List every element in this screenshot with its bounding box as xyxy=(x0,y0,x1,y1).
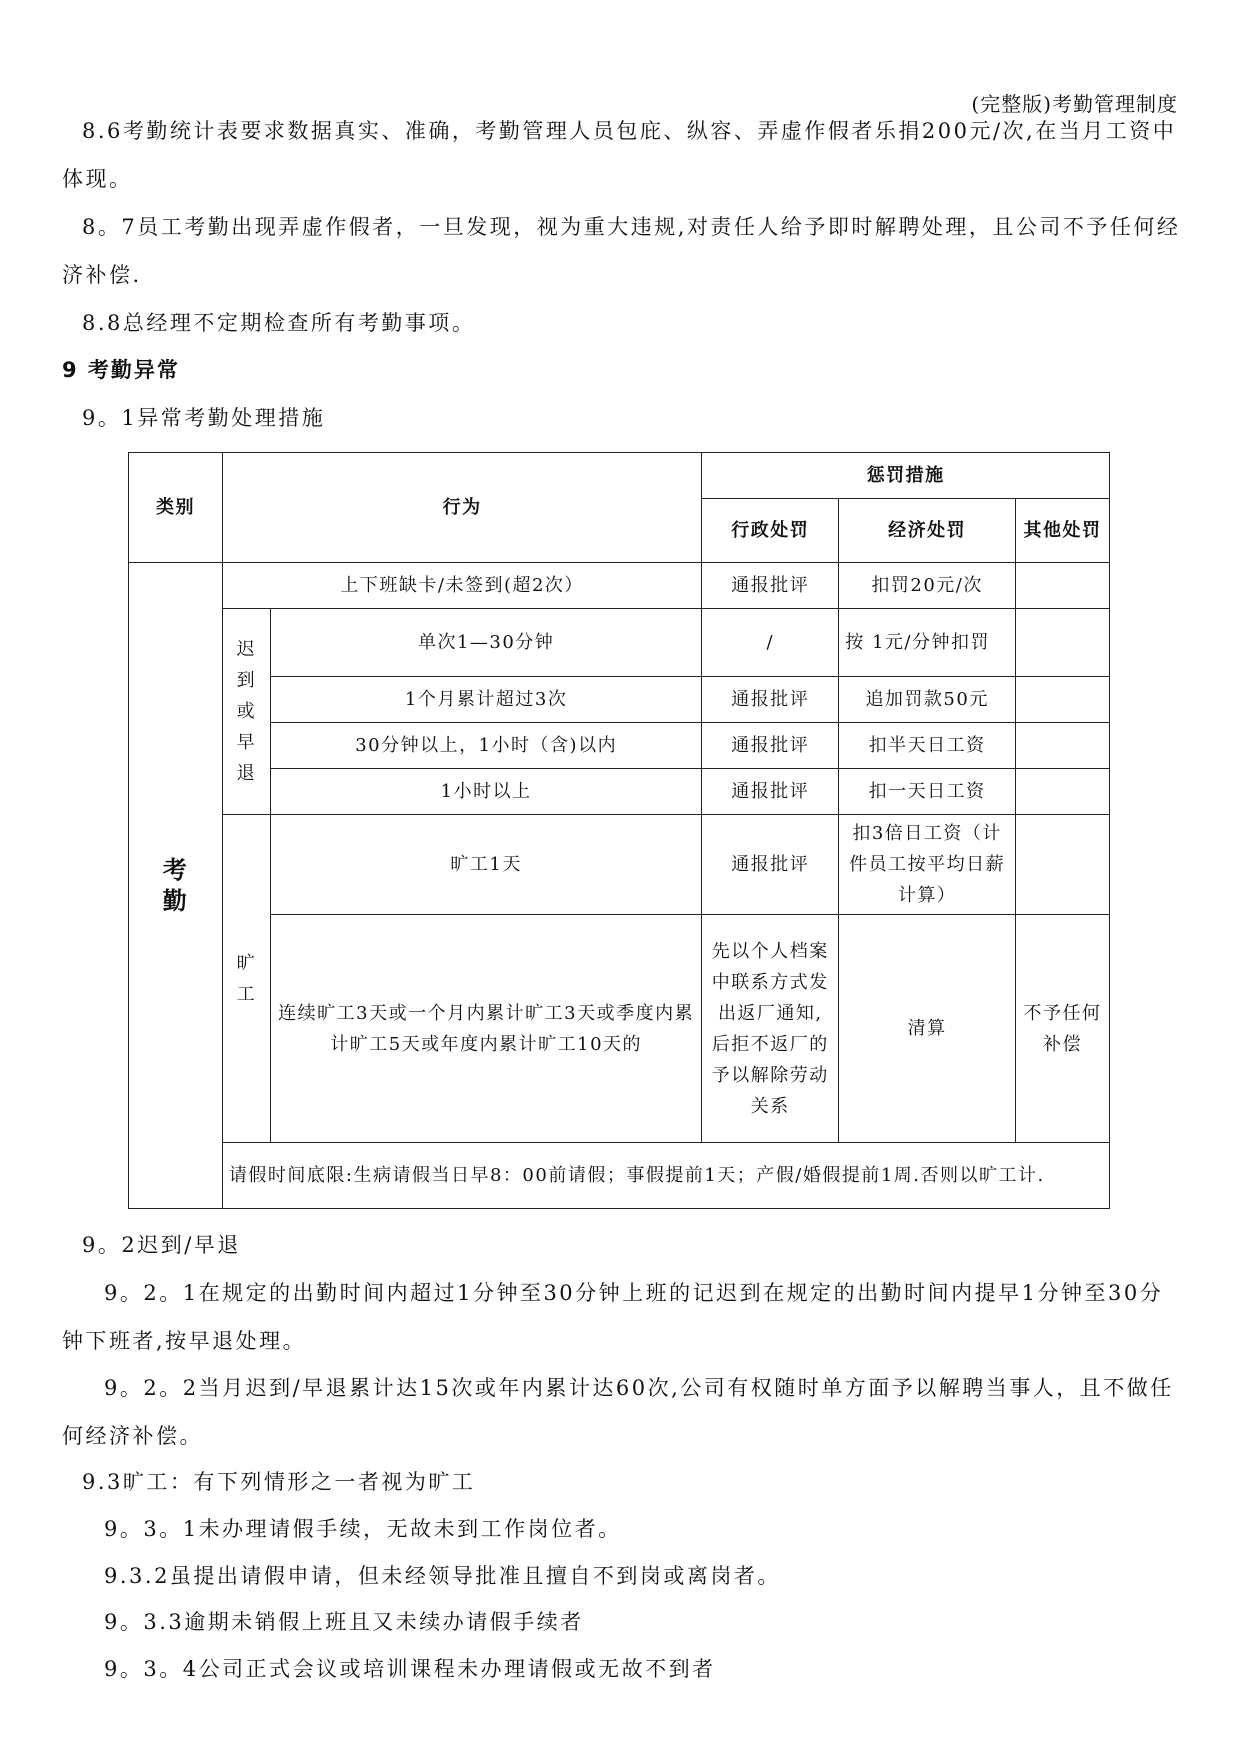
absent-group-label xyxy=(222,815,270,1143)
table-row-cell-behavior: 30分钟以上，1小时（含)以内 xyxy=(270,723,701,769)
table-row-cell-econ: 扣3倍日工资（计件员工按平均日薪计算） xyxy=(839,815,1016,915)
table-row-cell-admin: 通报批评 xyxy=(702,677,839,723)
paragraph-9-3: 9.3旷工：有下列情形之一者视为旷工 xyxy=(82,1470,476,1494)
table-row-cell-other xyxy=(1016,769,1110,815)
table-row-cell-admin: 通报批评 xyxy=(702,723,839,769)
category-label: 考勤 xyxy=(162,855,189,915)
table-row-cell-behavior: 1个月累计超过3次 xyxy=(270,677,701,723)
table-row-cell-behavior: 连续旷工3天或一个月内累计旷工3天或季度内累计旷工5天或年度内累计旷工10天的 xyxy=(270,915,701,1143)
late-group-label xyxy=(222,609,270,815)
page-header: (完整版)考勤管理制度 xyxy=(971,92,1178,116)
attendance-penalty-table xyxy=(128,452,1110,1209)
table-row-cell-behavior: 1小时以上 xyxy=(270,769,701,815)
category-attendance xyxy=(129,563,223,1209)
table-row-cell-behavior: 单次1—30分钟 xyxy=(270,609,701,677)
paragraph-9-3-1: 9。3。1未办理请假手续，无故未到工作岗位者。 xyxy=(104,1517,622,1541)
paragraph-9-2-2: 9。2。2当月迟到/早退累计达15次或年内累计达60次,公司有权随时单方面予以解聘当事人，且不做任何经济补偿。 xyxy=(62,1376,1174,1448)
table-row-cell-admin: 先以个人档案中联系方式发出返厂通知,后拒不返厂的予以解除劳动关系 xyxy=(702,915,839,1143)
table-row-cell-other: 不予任何补偿 xyxy=(1016,915,1110,1143)
table-row-cell-other xyxy=(1016,677,1110,723)
table-row-cell-admin: 通报批评 xyxy=(702,769,839,815)
table-row-cell-econ: 扣半天日工资 xyxy=(839,723,1016,769)
table-row-cell-admin: 通报批评 xyxy=(702,815,839,915)
table-row-cell-other xyxy=(1016,723,1110,769)
table-row-cell-econ: 扣罚20元/次 xyxy=(839,563,1016,609)
header-measures: 惩罚措施 xyxy=(702,453,1110,499)
section-9-heading: 9 考勤异常 xyxy=(62,358,180,382)
table-row-cell-econ: 追加罚款50元 xyxy=(839,677,1016,723)
table-row-cell-admin: / xyxy=(702,609,839,677)
table-row-cell-admin: 通报批评 xyxy=(702,563,839,609)
absent-group-text: 旷工 xyxy=(236,952,257,1005)
section-9-1-title: 9。1异常考勤处理措施 xyxy=(82,406,326,430)
header-behavior: 行为 xyxy=(222,453,701,563)
paragraph-8-8: 8.8总经理不定期检查所有考勤事项。 xyxy=(82,311,476,335)
paragraph-9-3-4: 9。3。4公司正式会议或培训课程未办理请假或无故不到者 xyxy=(104,1657,716,1681)
table-row-cell-other xyxy=(1016,815,1110,915)
paragraph-8-7: 8。7员工考勤出现弄虚作假者，一旦发现，视为重大违规,对责任人给予即时解聘处理，且公司不予任何经济补偿. xyxy=(62,215,1181,287)
paragraph-9-3-2: 9.3.2虽提出请假申请，但未经领导批准且擅自不到岗或离岗者。 xyxy=(104,1564,781,1588)
table-row-cell-other xyxy=(1016,563,1110,609)
late-group-text: 迟到或早退 xyxy=(236,639,257,784)
header-admin-penalty: 行政处罚 xyxy=(702,499,839,563)
header-econ-penalty: 经济处罚 xyxy=(839,499,1016,563)
paragraph-9-2: 9。2迟到/早退 xyxy=(82,1233,241,1257)
header-other-penalty: 其他处罚 xyxy=(1016,499,1110,563)
table-row-cell-behavior: 上下班缺卡/未签到(超2次） xyxy=(222,563,701,609)
table-row-cell-econ: 扣一天日工资 xyxy=(839,769,1016,815)
table-row-cell-other xyxy=(1016,609,1110,677)
paragraph-9-2-1: 9。2。1在规定的出勤时间内超过1分钟至30分钟上班的记迟到在规定的出勤时间内提早1分钟至30分钟下班者,按早退处理。 xyxy=(62,1281,1164,1353)
paragraph-8-6: 8.6考勤统计表要求数据真实、准确，考勤管理人员包庇、纵容、弄虚作假者乐捐200元/次,在当月工资中体现。 xyxy=(62,119,1177,191)
leave-deadline-note: 请假时间底限:生病请假当日早8：00前请假；事假提前1天；产假/婚假提前1周.否则以旷工计. xyxy=(222,1143,1109,1209)
table-row-cell-econ: 清算 xyxy=(839,915,1016,1143)
header-category: 类别 xyxy=(129,453,223,563)
paragraph-9-3-3: 9。3.3逾期未销假上班且又未续办请假手续者 xyxy=(104,1610,584,1634)
table-row-cell-econ: 按 1元/分钟扣罚 xyxy=(839,609,1016,677)
table-row-cell-behavior: 旷工1天 xyxy=(270,815,701,915)
